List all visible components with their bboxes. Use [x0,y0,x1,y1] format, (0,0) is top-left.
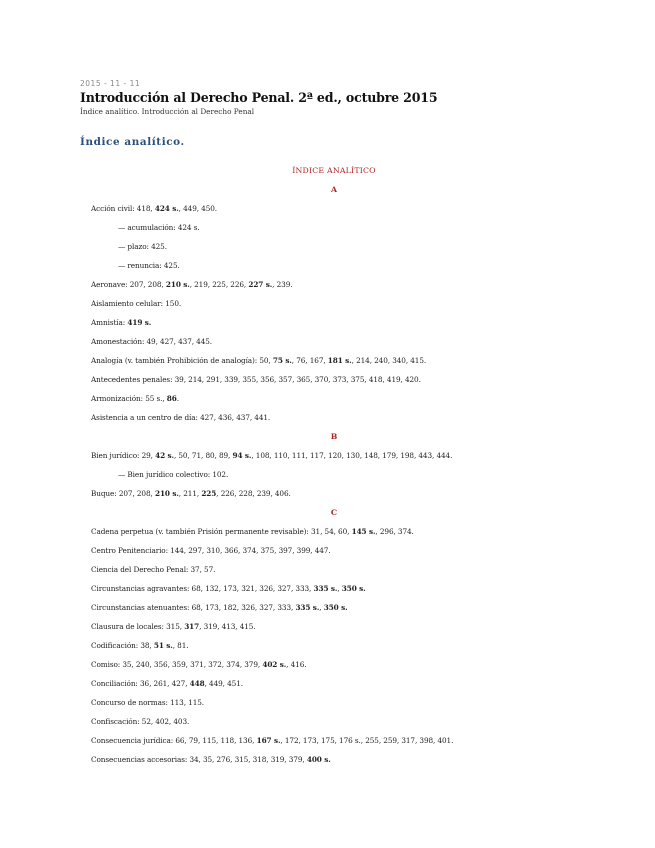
index-page-ref-bold: 419 s. [127,318,152,327]
index-page-ref-bold: 51 s. [153,641,173,650]
index-entry [91,546,331,555]
index-page-ref-bold: 402 s. [262,660,287,669]
index-page-ref-bold: 42 s. [155,451,174,460]
index-entry-text: Centro Penitenciario: 144, 297, 310, 366, 374, 375, 397, 399, 447. [91,546,331,555]
index-page-ref-bold: 86 [166,394,177,403]
document-title: Introducción al Derecho Penal. 2ª ed., octubre 2015 [80,90,438,105]
index-subentry [118,261,180,270]
index-entry-text: , 172, 173, 175, 176 s., 255, 259, 317, 398, 401. [280,736,454,745]
index-page-ref-bold: 424 s. [154,204,179,213]
index-entry-text: Antecedentes penales: 39, 214, 291, 339, 355, 356, 357, 365, 370, 373, 375, 418, 419, 420. [91,375,421,384]
index-entry-text: , 211, [178,489,202,498]
index-entry-text: Comiso: 35, 240, 356, 359, 371, 372, 374, 379, [91,660,263,669]
index-entry [91,660,306,669]
index-entry-text: , 239. [272,280,293,289]
index-entry-text: Circunstancias agravantes: 68, 132, 173, 321, 326, 327, 333, [91,584,314,593]
index-entry-text: , 108, 110, 111, 117, 120, 130, 148, 179, 198, 443, 444. [251,451,453,460]
index-entry-text: — plazo: 425. [118,242,167,251]
index-page-ref-bold: 400 s. [306,755,331,764]
index-entry [91,622,256,631]
index-entry-text: , 416. [286,660,307,669]
index-entry [91,736,453,745]
index-page-ref-bold: 210 s. [165,280,190,289]
index-page-ref-bold: 335 s. [313,584,338,593]
index-entry-text: , [319,603,324,612]
index-entry [91,584,366,593]
index-page-ref-bold: 225 [201,489,217,498]
index-entry-text: , 76, 167, [291,356,328,365]
index-entry-text: — renuncia: 425. [118,261,180,270]
index-entry-text: . [176,394,179,403]
index-entry [91,318,151,327]
index-entry-text: , 449, 450. [178,204,218,213]
index-entry [91,641,188,650]
index-entry [91,356,426,365]
index-entry-text: Consecuencias accesorias: 34, 35, 276, 315, 318, 319, 379, [91,755,307,764]
index-page-ref-bold: 227 s. [248,280,273,289]
index-entry-text: , 296, 374. [375,527,414,536]
index-entry-text: Conciliación: 36, 261, 427, [91,679,190,688]
index-entry [91,565,215,574]
index-entry-text: — Bien jurídico colectivo: 102. [118,470,229,479]
index-entry-text: Analogía (v. también Prohibición de analogía): 50, [91,356,273,365]
index-entry-text: Confiscación: 52, 402, 403. [91,717,190,726]
index-entry-text: Bien jurídico: 29, [91,451,156,460]
index-entry [91,394,179,403]
index-entry [91,755,331,764]
index-page-ref-bold: 448 [189,679,205,688]
index-page-ref-bold: 350 s. [323,603,348,612]
index-entry-text: Circunstancias atenuantes: 68, 173, 182, 326, 327, 333, [91,603,296,612]
index-page-ref-bold: 145 s. [351,527,376,536]
index-entry-text: Codificación: 38, [91,641,154,650]
index-page-ref-bold: 167 s. [256,736,281,745]
document-date: 2015 - 11 - 11 [80,79,141,88]
index-entry-text: , 214, 240, 340, 415. [351,356,427,365]
index-entry-text: , 319, 413, 415. [199,622,256,631]
index-entry [91,413,270,422]
index-entry-text: Consecuencia jurídica: 66, 79, 115, 118, 136, [91,736,257,745]
index-entry-text: Concurso de normas: 113, 115. [91,698,205,707]
index-subentry [118,223,200,232]
index-entry-text: Clausura de locales: 315, [91,622,185,631]
index-entry-text: Armonización: 55 s., [91,394,167,403]
index-entry [91,204,217,213]
index-entry [91,527,414,536]
index-entry [91,717,189,726]
index-letter-heading: A [330,185,338,194]
index-page-ref-bold: 317 [184,622,200,631]
index-page-ref-bold: 210 s. [154,489,179,498]
index-page-ref-bold: 75 s. [272,356,292,365]
index-entry [91,299,181,308]
index-entry-text: , 226, 228, 239, 406. [216,489,291,498]
index-entry-text: Aeronave: 207, 208, [91,280,166,289]
index-entry-text: , 449, 451. [204,679,243,688]
index-entry-text: Aislamiento celular: 150. [91,299,182,308]
index-entry [91,679,243,688]
index-subentry [118,470,228,479]
index-letter-heading: B [330,432,338,441]
index-page-ref-bold: 350 s. [341,584,366,593]
index-letter-heading: C [330,508,338,517]
index-entry-text: , 50, 71, 80, 89, [173,451,233,460]
index-entry-text: Asistencia a un centro de día: 427, 436, 437, 441. [91,413,271,422]
index-page-ref-bold: 335 s. [295,603,320,612]
index-entry [91,451,452,460]
document-subtitle: Índice analítico. Introducción al Derecho Penal [80,107,255,116]
index-entry-text: — acumulación: 424 s. [118,223,200,232]
index-entry-text: Cadena perpetua (v. también Prisión permanente revisable): 31, 54, 60, [91,527,352,536]
index-subentry [118,242,167,251]
index-entry [91,698,204,707]
section-heading: Índice analítico. [80,136,185,148]
index-page-ref-bold: 94 s. [232,451,252,460]
index-entry-text: Amonestación: 49, 427, 437, 445. [91,337,213,346]
index-page-ref-bold: 181 s. [327,356,352,365]
index-entry-text: , [337,584,342,593]
index-entry-text: , 219, 225, 226, [189,280,249,289]
index-entry-text: , 81. [172,641,189,650]
index-entry-text: Amnistía: [91,318,128,327]
index-entry [91,280,292,289]
index-entry [91,603,348,612]
index-entry-text: Acción civil: 418, [91,204,155,213]
index-entry-text: Ciencia del Derecho Penal: 37, 57. [91,565,216,574]
index-entry [91,375,421,384]
index-entry [91,489,291,498]
index-entry-text: Buque: 207, 208, [91,489,155,498]
index-title: ÍNDICE ANALÍTICO [292,166,376,175]
index-entry [91,337,212,346]
